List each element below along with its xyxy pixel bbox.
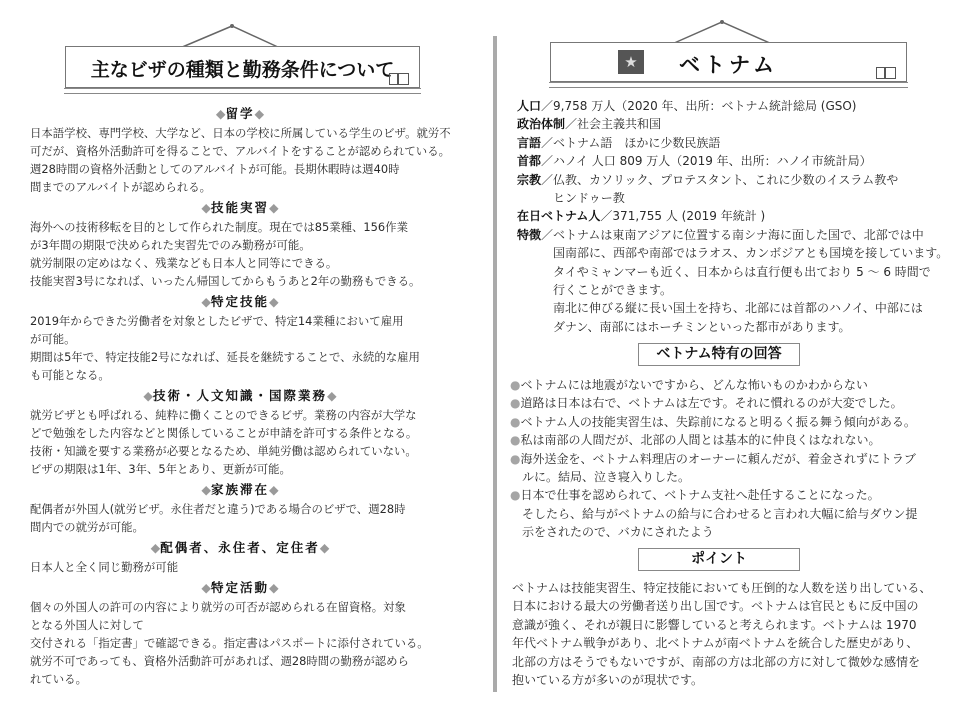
section-heading [30,103,450,124]
point-line: 北部の方はそうでもないですが、南部の方は北部の方に対して微妙な感情を [512,654,921,669]
fact-value: ヒンドゥー教 [553,190,625,205]
sign-window-icon [389,73,409,85]
fact-value: ハノイ 人口 809 万人（2019 年、出所：ハノイ市統計局） [553,154,872,169]
section-heading [30,479,450,500]
fact-label: 特徴 [517,227,542,242]
bullet-icon: ● [510,488,521,503]
fact-value: 国南部に、西部や南部ではラオス、カンボジアとも国境を接しています。 [553,246,949,261]
fact-line [517,115,947,133]
section-heading-text: 特定活動 [210,580,269,595]
column-divider [493,36,497,692]
section-heading [30,385,450,406]
section-text-line: 間内での就労が可能。 [30,520,144,534]
answer-item [510,394,917,412]
section-heading [30,291,450,312]
diamond-icon: ◆ [269,482,279,497]
vietnam-flag-icon: ★ [618,50,644,74]
section-text-line: 配偶者が外国人(就労ビザ。永住者だと違う)である場合のビザで、週28時 [30,502,406,516]
sign-window-icon [876,67,896,79]
diamond-icon: ◆ [327,388,337,403]
fact-line [517,244,947,262]
section-heading-text: 特定技能 [210,294,269,309]
section-text-line: ビザの期限は1年、3年、5年とあり、更新が可能。 [30,462,291,476]
fact-value: 371,755 人 (2019 年統計 ) [612,209,766,224]
section-text-line: 週28時間の資格外活動としてのアルバイトが可能。長期休暇時は週40時 [30,162,400,176]
diamond-icon: ◆ [201,580,211,595]
answer-text: 日本で仕事を認められて、ベトナム支社へ赴任することになった。 [520,488,880,503]
section-heading [30,537,450,558]
point-line: 日本における最大の労働者送り出し国です。ベトナムは官民ともに反中国の [512,599,919,614]
section-text-line: 2019年からできた労働者を対象としたビザで、特定14業種において雇用 [30,314,404,328]
right-title: ベトナム [679,53,778,77]
fact-value: ベトナムは東南アジアに位置する南シナ海に面した国で、北部では中 [553,227,924,242]
diamond-icon: ◆ [254,106,265,121]
fact-line [517,134,947,152]
point-paragraph [512,579,931,689]
section-heading-text: 配偶者、永住者、定住者 [160,540,320,555]
point-line: ベトナムは技能実習生、特定技能においても圧倒的な人数を送り出している、 [512,581,932,595]
diamond-icon: ◆ [201,294,211,309]
fact-value: 南北に伸びる縦に長い国土を持ち、北部には首都のハノイ、中部には [553,301,923,316]
section-text-line: 技術・知識を要する業務が必要となるため、単純労働は認められていない。 [30,444,417,458]
section-text-line: 個々の外国人の許可の内容により就労の可否が認められる在留資格。対象 [30,600,406,614]
fact-separator: ／ [541,172,554,187]
section-text-line: 交付される「指定書」で確認できる。指定書はパスポートに添付されている。 [30,636,429,650]
vietnam-column [517,97,947,336]
diamond-icon: ◆ [269,580,279,595]
fact-line [517,299,947,317]
fact-value: 行くことができます。 [553,282,673,297]
section-text-line: 間までのアルバイトが認められる。 [30,180,211,194]
diamond-icon: ◆ [201,482,211,497]
section-text-line: 就労ビザとも呼ばれる、純粋に働くことのできるビザ。業務の内容が大学な [30,408,417,422]
section-text-line: 就労制限の定めはなく、残業なども日本人と同等にできる。 [30,256,338,270]
diamond-icon: ◆ [150,540,161,555]
bullet-icon: ● [510,414,521,429]
section-heading-text: 留学 [225,106,255,121]
visa-types-column [30,102,450,688]
answers-list [510,376,917,542]
answer-text: ルに。結局、泣き寝入りした。 [522,469,691,484]
answer-text: ベトナムには地震がないですから、どんな怖いものかわからない [520,378,868,392]
answers-heading: ベトナム特有の回答 [638,343,800,366]
diamond-icon: ◆ [319,540,330,555]
answer-text: 私は南部の人間だが、北部の人間とは基本的に仲良くはなれない。 [520,433,881,448]
answer-item [510,468,917,486]
diamond-icon: ◆ [201,200,211,215]
fact-line [517,97,947,115]
fact-line [517,226,947,244]
fact-value: 社会主義共和国 [577,117,662,132]
answer-item [510,486,917,504]
answer-item [510,376,917,394]
fact-line [517,281,947,299]
fact-separator: ／ [541,99,554,113]
section-text-line: 海外への技術移転を目的として作られた制度。現在では85業種、156作業 [30,220,408,234]
fact-label: 言語 [517,135,542,150]
answer-text: 示をされたので、バカにされたよう [522,525,714,540]
answer-item [510,505,917,523]
section-text-line: 日本人と全く同じ勤務が可能 [30,560,179,574]
section-text-line: 就労不可であっても、資格外活動許可があれば、週28時間の勤務が認めら [30,654,409,668]
fact-label: 在日ベトナム人 [517,209,601,224]
section-text-line: 可だが、資格外活動許可を得ることで、アルバイトをすることが認められている。 [30,144,450,158]
section-text-line: どで勉強をした内容などと関係していることが申請を許可する条件となる。 [30,426,418,440]
bullet-icon: ● [510,433,521,448]
fact-line [517,263,947,281]
fact-value: タイやミャンマーも近く、日本からは直行便も出ており 5 ～ 6 時間で [553,264,931,279]
section-text-line: が3年間の期限で決められた実習先でのみ勤務が可能。 [30,238,311,252]
point-line: 年代ベトナム戦争があり、北ベトナムが南ベトナムを統合した歴史があり、 [512,636,919,651]
section-heading-text: 技能実習 [210,200,269,215]
right-title-sign [550,42,907,82]
fact-label: 宗教 [517,172,542,187]
left-title-sign [65,46,420,88]
fact-line [517,152,947,170]
fact-separator: ／ [541,154,554,169]
fact-separator: ／ [541,135,554,150]
fact-separator: ／ [565,117,578,132]
fact-value: ダナン、南部にはホーチミンといった都市があります。 [553,319,851,334]
point-line: 抱いている方が多いのが現状です。 [512,672,704,687]
fact-value: 仏教、カソリック、プロテスタント、これに少数のイスラム教や [553,172,899,187]
bullet-icon: ● [510,396,521,411]
section-heading-text: 技術・人文知識・国際業務 [152,388,327,403]
section-text-line: が可能。 [30,332,76,346]
section-heading [30,197,450,218]
fact-separator: ／ [541,227,554,242]
section-text-line: 日本語学校、専門学校、大学など、日本の学校に所属している学生のビザ。就労不 [30,126,451,140]
section-text-line: も可能となる。 [30,368,110,382]
fact-label: 首都 [517,154,542,169]
section-text-line: 期間は5年で、特定技能2号になれば、延長を継続することで、永続的な雇用 [30,350,420,364]
answer-text: そしたら、給与がベトナムの給与に合わせると言われ大幅に給与ダウン提 [522,506,918,521]
point-heading: ポイント [638,548,800,571]
fact-line [517,318,947,336]
section-heading-text: 家族滞在 [210,482,269,497]
bullet-icon: ● [510,451,521,466]
fact-line [517,171,947,189]
section-text-line: れている。 [30,672,87,686]
fact-line [517,189,947,207]
fact-separator: ／ [600,209,613,224]
diamond-icon: ◆ [143,388,153,403]
answer-text: ベトナム人の技能実習生は、失踪前になると明るく振る舞う傾向がある。 [520,414,916,429]
answer-item [510,450,917,468]
left-title: 主なビザの種類と勤務条件について [90,59,395,81]
answer-text: 海外送金を、ベトナム料理店のオーナーに頼んだが、着金されずにトラブ [520,451,916,466]
section-text-line: となる外国人に対して [30,618,144,632]
fact-value: 9,758 万人（2020 年、出所：ベトナム統計総局 (GSO) [553,99,857,113]
answer-item [510,431,917,449]
diamond-icon: ◆ [215,106,226,121]
fact-value: ベトナム語 ほかに少数民族語 [553,135,721,150]
point-line: 意識が強く、それが親日に影響していると考えられます。ベトナムは 1970 [512,617,917,632]
section-text-line: 技能実習3号になれば、いったん帰国してからもうあと2年の勤務もできる。 [30,274,421,288]
fact-line [517,207,947,225]
diamond-icon: ◆ [269,200,279,215]
fact-label: 人口 [517,99,542,113]
answer-text: 道路は日本は右で、ベトナムは左です。それに慣れるのが大変でした。 [520,396,903,411]
section-heading [30,577,450,598]
answer-item [510,523,917,541]
diamond-icon: ◆ [269,294,279,309]
fact-label: 政治体制 [517,117,566,132]
bullet-icon: ● [510,378,521,392]
answer-item [510,413,917,431]
